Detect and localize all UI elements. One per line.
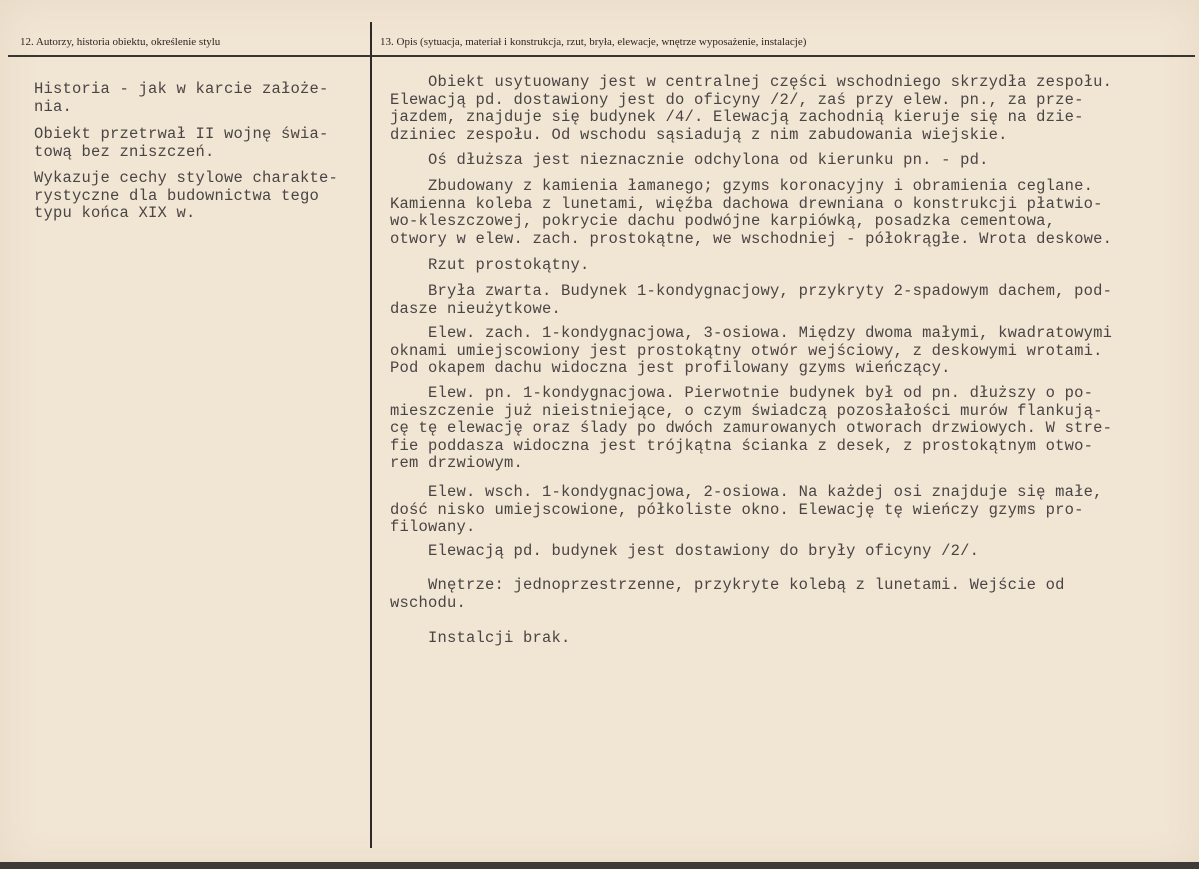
section-12-header: 12. Autorzy, historia obiektu, określenie stylu — [20, 36, 221, 48]
section-13-paragraph-3: Zbudowany z kamienia łamanego; gzyms koronacyjny i obramienia ceglane. Kamienna koleba z lunetami, więźba dachowa drewniana o konstrukcji płatwio- wo-kleszczowej, pokrycie dachu podwójne karpiówką, posadzka cementowa, otwory w elew. zach. prostokątne, we wschodniej - półokrągłe. Wrota deskowe. — [390, 177, 1113, 248]
section-13-paragraph-2: Oś dłuższa jest nieznacznie odchylona od kierunku pn. - pd. — [390, 151, 989, 169]
section-13-paragraph-11: Instalcji brak. — [390, 629, 571, 647]
column-divider — [370, 22, 372, 848]
section-13-paragraph-8: Elew. wsch. 1-kondygnacjowa, 2-osiowa. Na każdej osi znajduje się małe, dość nisko umiejscowione, półkoliste okno. Elewację tę wieńczy gzyms pro- filowany. — [390, 483, 1103, 536]
card-bottom-edge — [0, 862, 1199, 869]
section-13-paragraph-7: Elew. pn. 1-kondygnacjowa. Pierwotnie budynek był od pn. dłuższy o po- mieszczenie już nieistniejące, o czym świadczą pozosłałości murów flankują- cę tę elewację oraz ślady po dwóch zamurowanych otworach drzwiowych. W stre- fie poddasza widoczna jest trójkątna ścianka z desek, z prostokątnym otwo- rem drzwiowym. — [390, 384, 1113, 472]
section-13-paragraph-9: Elewacją pd. budynek jest dostawiony do bryły oficyny /2/. — [390, 542, 980, 560]
section-13-paragraph-4: Rzut prostokątny. — [390, 256, 590, 274]
header-rule — [8, 55, 1195, 57]
section-12-paragraph-3: Wykazuje cechy stylowe charakte- rystyczne dla budownictwa tego typu końca XIX w. — [34, 169, 339, 222]
section-13-paragraph-10: Wnętrze: jednoprzestrzenne, przykryte kolebą z lunetami. Wejście od wschodu. — [390, 576, 1065, 612]
section-12-paragraph-1: Historia - jak w karcie założe- nia. — [34, 80, 329, 116]
section-13-paragraph-6: Elew. zach. 1-kondygnacjowa, 3-osiowa. Między dwoma małymi, kwadratowymi oknami umiejscowiony jest prostokątny otwór wejściowy, z deskowymi wrotami. Pod okapem dachu widoczna jest profilowany gzyms wieńczący. — [390, 324, 1113, 377]
section-13-header: 13. Opis (sytuacja, materiał i konstrukcja, rzut, bryła, elewacje, wnętrze wyposażenie, instalacje) — [380, 36, 807, 48]
section-12-paragraph-2: Obiekt przetrwał II wojnę świa- tową bez zniszczeń. — [34, 125, 329, 161]
section-13-paragraph-5: Bryła zwarta. Budynek 1-kondygnacjowy, przykryty 2-spadowym dachem, pod- dasze nieużytkowe. — [390, 282, 1113, 318]
section-13-paragraph-1: Obiekt usytuowany jest w centralnej części wschodniego skrzydła zespołu. Elewacją pd. dostawiony jest do oficyny /2/, zaś przy elew. pn., za prze- jazdem, znajduje się budynek /4/. Elewacją zachodnią kieruje się na dzie- dziniec zespołu. Od wschodu sąsiadują z nim zabudowania wiejskie. — [390, 73, 1113, 144]
